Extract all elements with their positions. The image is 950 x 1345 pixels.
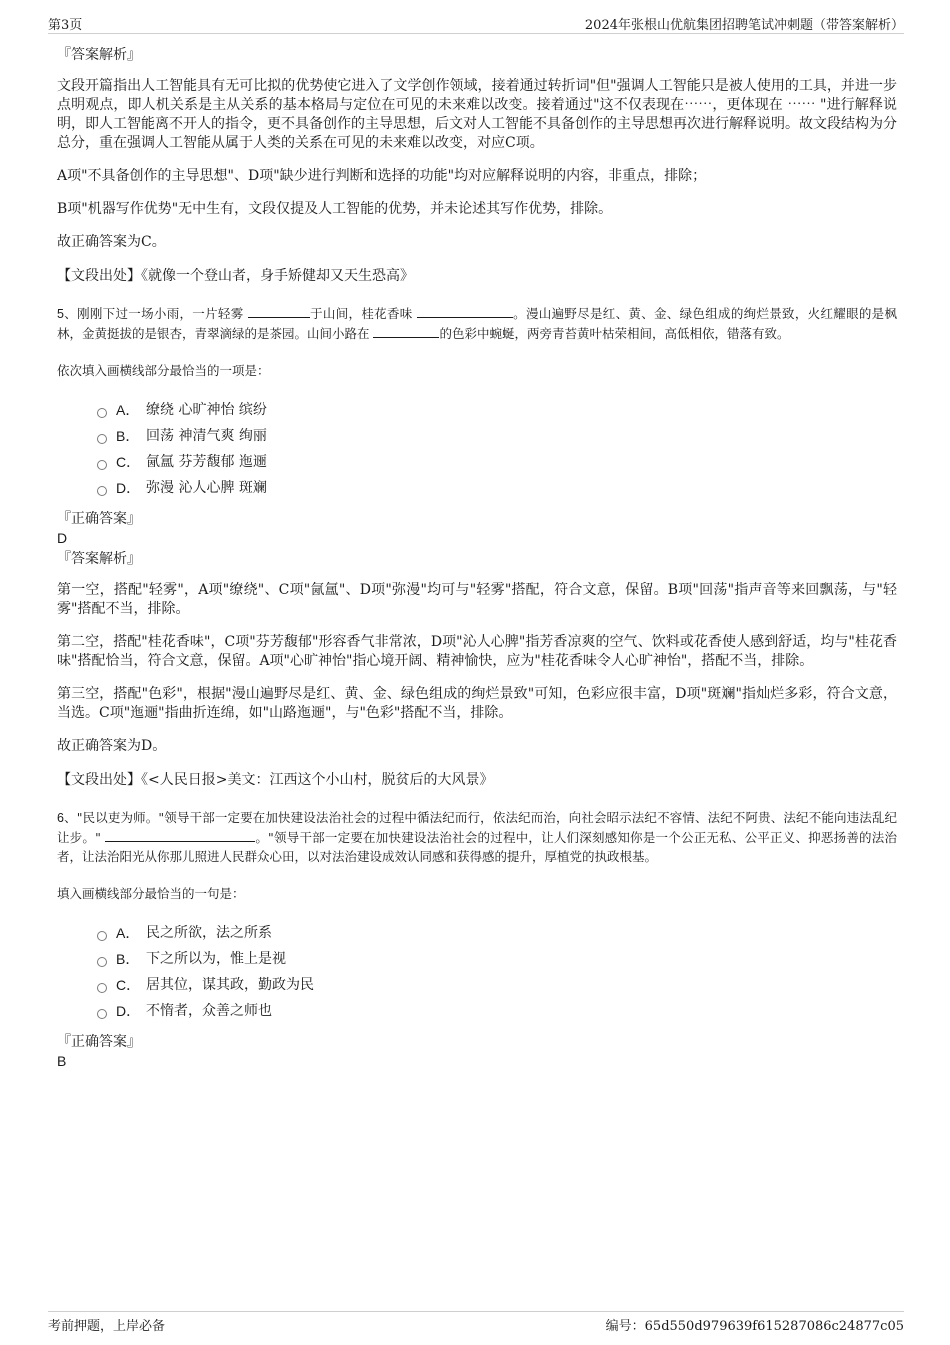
question-number: 5、 xyxy=(57,307,78,321)
option-d[interactable]: D． 不惰者，众善之师也 xyxy=(97,998,897,1024)
option-text: 氤氲 芬芳馥郁 迤逦 xyxy=(146,454,267,470)
radio-icon[interactable] xyxy=(97,983,107,993)
option-text: 缭绕 心旷神怡 缤纷 xyxy=(146,402,267,418)
fill-blank xyxy=(373,325,439,338)
analysis-label: 『答案解析』 xyxy=(57,47,141,63)
page-content xyxy=(57,45,897,1070)
passage-source: 【文段出处】《就像一个登山者，身手矫健却又天生恐高》 xyxy=(57,268,414,284)
correct-answer-label: 『正确答案』 xyxy=(57,511,141,527)
analysis-paragraph: A项"不具备创作的主导思想"、D项"缺少进行判断和选择的功能"均对应解释说明的内容，非重点，排除； xyxy=(57,168,707,184)
question-6-options xyxy=(97,920,897,1024)
analysis-paragraph: 第三空，搭配"色彩"，根据"漫山遍野尽是红、黄、金、绿色组成的绚烂景致"可知，色彩应很丰富，D项"斑斓"指灿烂多彩，符合文意，当选。C项"迤逦"指曲折连绵，如"山路迤逦"，与"色彩"搭配不当，排除。 xyxy=(57,686,897,721)
option-text: 不惰者，众善之师也 xyxy=(146,1003,272,1019)
radio-icon[interactable] xyxy=(97,957,107,967)
analysis-paragraph: B项"机器写作优势"无中生有，文段仅提及人工智能的优势，并未论述其写作优势，排除。 xyxy=(57,201,613,217)
document-title: 2024年张根山优航集团招聘笔试冲刺题（带答案解析） xyxy=(584,18,904,33)
correct-answer: B xyxy=(57,1053,67,1069)
option-text: 下之所以为，惟上是视 xyxy=(146,951,286,967)
radio-icon[interactable] xyxy=(97,434,107,444)
question-instruction: 依次填入画横线部分最恰当的一项是： xyxy=(57,363,270,378)
page-number: 第3页 xyxy=(48,18,83,33)
option-text: 居其位，谋其政，勤政为民 xyxy=(146,977,314,993)
fill-blank xyxy=(417,305,513,318)
option-text: 民之所欲，法之所系 xyxy=(146,925,272,941)
option-a[interactable]: A． 缭绕 心旷神怡 缤纷 xyxy=(97,397,897,423)
analysis-conclusion: 故正确答案为C。 xyxy=(57,234,166,250)
page-footer xyxy=(48,1311,904,1333)
question-6-stem: 6、"民以吏为师。"领导干部一定要在加快建设法治社会的过程中循法纪而行，依法纪而治，向社会昭示法纪不容情、法纪不阿贵、法纪不能向违法乱纪让步。" 。"领导干部一定要在加快建设法治社会的过程中，让人们深刻感知你是一个公正无私、公平正义、抑恶扬善的法治者，让法治阳光从你那儿照进人民群众心田，以对法治建设成效认同感和获得感的提升，厚植党的执政根基。 xyxy=(57,810,897,864)
correct-answer-label: 『正确答案』 xyxy=(57,1034,141,1050)
radio-icon[interactable] xyxy=(97,486,107,496)
question-5-stem: 5、刚刚下过一场小雨，一片轻雾 于山间，桂花香味 。漫山遍野尽是红、黄、金、绿色组成的绚烂景致，火红耀眼的是枫林，金黄挺拔的是银杏，青翠滴绿的是茶园。山间小路在 的色彩中蜿蜒，两旁青苔黄叶枯荣相间，高低相依，错落有致。 xyxy=(57,306,897,341)
analysis-label: 『答案解析』 xyxy=(57,551,141,567)
radio-icon[interactable] xyxy=(97,1009,107,1019)
page-header xyxy=(48,14,904,34)
analysis-conclusion: 故正确答案为D。 xyxy=(57,738,167,754)
correct-answer: D xyxy=(57,530,68,546)
option-b[interactable]: B． 下之所以为，惟上是视 xyxy=(97,946,897,972)
question-instruction: 填入画横线部分最恰当的一句是： xyxy=(57,886,245,901)
fill-blank xyxy=(105,829,255,842)
option-d[interactable]: D． 弥漫 沁人心脾 斑斓 xyxy=(97,475,897,501)
option-c[interactable]: C． 居其位，谋其政，勤政为民 xyxy=(97,972,897,998)
option-c[interactable]: C． 氤氲 芬芳馥郁 迤逦 xyxy=(97,449,897,475)
option-text: 回荡 神清气爽 绚丽 xyxy=(146,428,267,444)
document-id: 编号：65d550d979639f615287086c24877c05 xyxy=(605,1319,904,1334)
footer-slogan: 考前押题，上岸必备 xyxy=(48,1319,166,1334)
question-number: 6、 xyxy=(57,811,77,825)
analysis-paragraph: 第二空，搭配"桂花香味"，C项"芬芳馥郁"形容香气非常浓，D项"沁人心脾"指芳香凉爽的空气、饮料或花香使人感到舒适，均与"桂花香味"搭配恰当，符合文意，保留。A项"心旷神怡"指心境开阔、精神愉快，应为"桂花香味令人心旷神怡"，搭配不当，排除。 xyxy=(57,634,897,669)
passage-source: 【文段出处】《<人民日报>美文：江西这个小山村，脱贫后的大风景》 xyxy=(57,772,494,788)
radio-icon[interactable] xyxy=(97,460,107,470)
analysis-paragraph: 第一空，搭配"轻雾"，A项"缭绕"、C项"氤氲"、D项"弥漫"均可与"轻雾"搭配，符合文意，保留。B项"回荡"指声音等来回飘荡，与"轻雾"搭配不当，排除。 xyxy=(57,582,897,617)
fill-blank xyxy=(248,305,310,318)
analysis-paragraph: 文段开篇指出人工智能具有无可比拟的优势使它进入了文学创作领域，接着通过转折词"但"强调人工智能只是被人使用的工具，并进一步点明观点，即人机关系是主从关系的基本格局与定位在可见的未来难以改变。接着通过"这不仅表现在⋯⋯，更体现在 ⋯⋯ "进行解释说明，即人工智能离不开人的指令，更不具备创作的主导思想，后文对人工智能不具备创作的主导思想再次进行解释说明。故文段结构为分总分，重在强调人工智能从属于人类的关系在可见的未来难以改变，对应C项。 xyxy=(57,78,897,151)
radio-icon[interactable] xyxy=(97,408,107,418)
question-5-options xyxy=(97,397,897,501)
radio-icon[interactable] xyxy=(97,931,107,941)
option-b[interactable]: B． 回荡 神清气爽 绚丽 xyxy=(97,423,897,449)
option-a[interactable]: A． 民之所欲，法之所系 xyxy=(97,920,897,946)
option-text: 弥漫 沁人心脾 斑斓 xyxy=(146,480,267,496)
